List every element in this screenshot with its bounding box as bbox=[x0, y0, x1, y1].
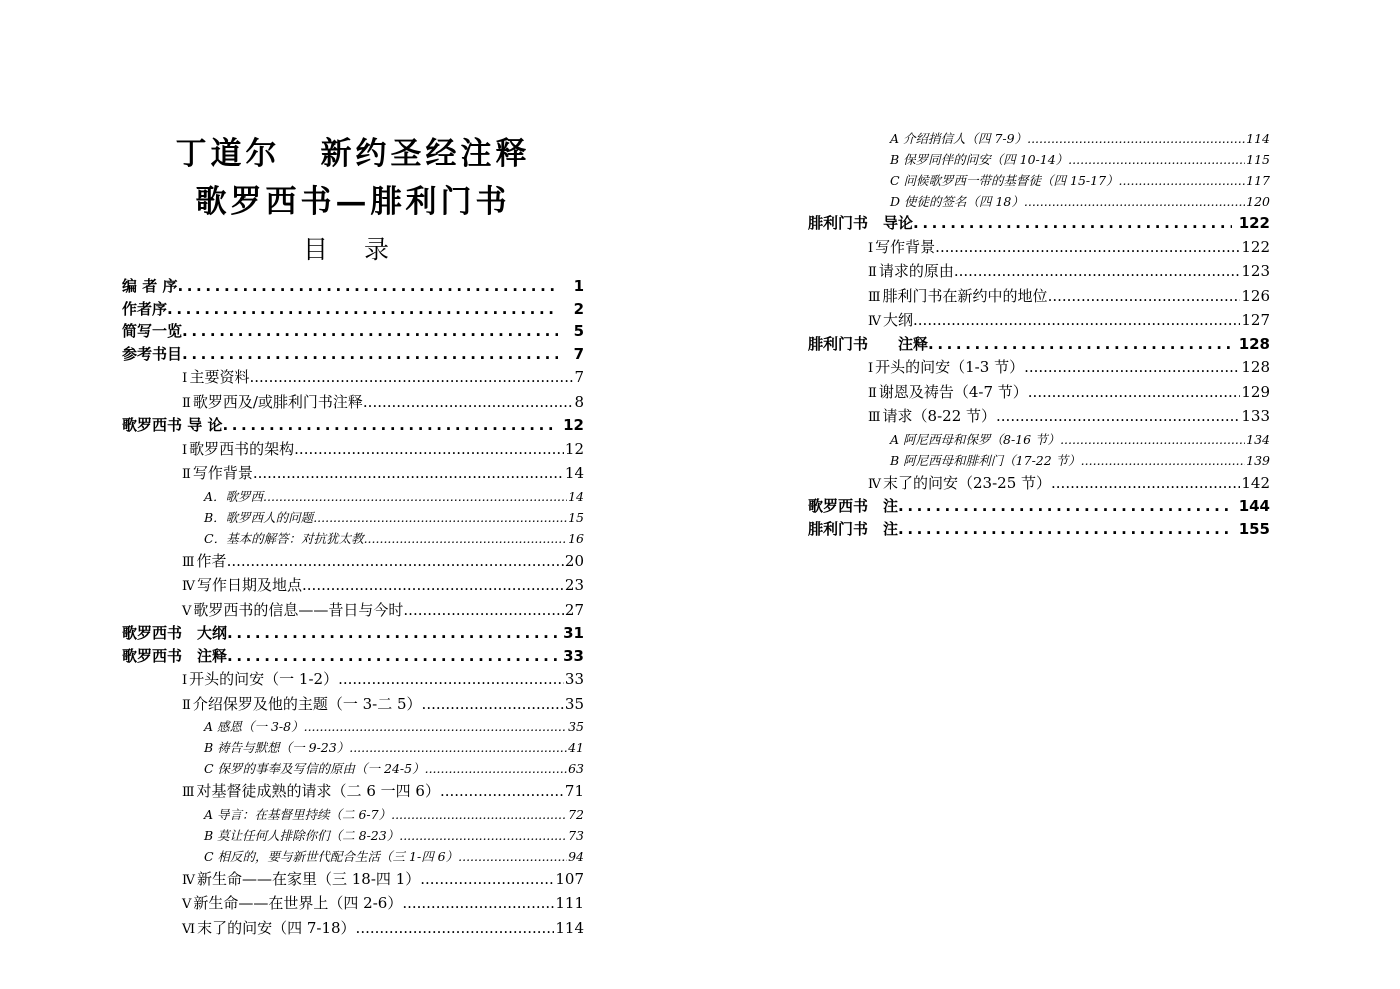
toc-entry-numeral: Ⅳ bbox=[868, 314, 881, 329]
toc-entry-page: 27 bbox=[564, 600, 584, 619]
toc-entry-label: 编 者 序 bbox=[122, 277, 178, 295]
toc-entry-page: 128 bbox=[1241, 358, 1270, 376]
toc-leader-dots bbox=[227, 645, 558, 668]
toc-entry-page: 33 bbox=[563, 646, 584, 665]
toc-entry-numeral: Ⅰ bbox=[868, 240, 874, 256]
toc-entry bbox=[122, 507, 584, 528]
toc-entry bbox=[122, 343, 584, 366]
toc-entry-label: B 莫让任何人排除你们（二 8-23） bbox=[204, 827, 400, 843]
toc-entry-label: D 使徒的签名（四 18） bbox=[890, 194, 1024, 209]
toc-entry-page: 107 bbox=[555, 869, 584, 888]
toc-leader-dots bbox=[338, 667, 564, 692]
toc-entry-label: 歌罗西书的架构 bbox=[189, 439, 295, 458]
toc-entry-page: 63 bbox=[568, 761, 584, 776]
toc-entry-page: 2 bbox=[573, 299, 584, 318]
series-title bbox=[122, 130, 584, 178]
toc-entry-label: C 相反的，要与新世代配合生活（三 1-四 6） bbox=[204, 848, 459, 864]
toc-entry-label: 歌罗西书 注 bbox=[808, 497, 899, 515]
toc-entry-numeral: Ⅲ bbox=[868, 289, 881, 305]
toc-entry-page: 35 bbox=[564, 694, 584, 713]
toc-entry bbox=[808, 355, 1270, 380]
toc-entry-numeral: Ⅱ bbox=[868, 265, 877, 280]
toc-entry-page: 114 bbox=[1246, 131, 1270, 146]
toc-entry bbox=[808, 429, 1270, 450]
toc-entry-label: 开头的问安（一 1-2） bbox=[189, 670, 339, 688]
toc-entry-page: 72 bbox=[568, 806, 584, 822]
toc-entry-page: 33 bbox=[564, 670, 584, 688]
toc-leader-dots bbox=[227, 549, 564, 574]
toc-entry-numeral: Ⅰ bbox=[182, 442, 188, 458]
toc-entry-label: 写作日期及地点 bbox=[197, 576, 303, 594]
toc-entry-page: 144 bbox=[1238, 497, 1270, 515]
toc-leader-dots bbox=[928, 333, 1232, 356]
toc-list-right bbox=[808, 128, 1270, 540]
toc-leader-dots bbox=[294, 437, 564, 462]
toc-leader-dots bbox=[363, 390, 574, 415]
toc-entry-page: 114 bbox=[555, 918, 584, 937]
toc-entry-page: 139 bbox=[1246, 452, 1270, 468]
toc-entry-numeral: Ⅳ bbox=[182, 579, 195, 594]
toc-entry bbox=[808, 235, 1270, 260]
toc-entry bbox=[122, 622, 584, 645]
toc-entry-label: 歌罗西书 大纲 bbox=[122, 624, 228, 642]
toc-entry bbox=[808, 308, 1270, 333]
toc-entry-page: 5 bbox=[573, 322, 584, 340]
toc-entry-page: 122 bbox=[1241, 237, 1270, 256]
toc-entry bbox=[122, 414, 584, 437]
toc-entry-label: 作者序 bbox=[122, 299, 168, 318]
toc-entry bbox=[808, 128, 1270, 149]
toc-entry-page: 35 bbox=[568, 719, 584, 734]
toc-entry bbox=[122, 275, 584, 298]
toc-leader-dots bbox=[913, 308, 1240, 333]
toc-entry-numeral: Ⅲ bbox=[182, 554, 195, 570]
toc-entry-page: 7 bbox=[573, 344, 584, 363]
toc-entry-page: 14 bbox=[564, 464, 584, 482]
toc-leader-dots bbox=[458, 846, 567, 867]
toc-entry-label: 新生命——在世界上（四 2-6） bbox=[193, 894, 403, 912]
toc-entry-numeral: Ⅳ bbox=[182, 872, 195, 888]
toc-leader-dots bbox=[1119, 170, 1246, 191]
toc-leader-dots bbox=[425, 758, 567, 779]
toc-leader-dots bbox=[1024, 191, 1245, 212]
toc-entry bbox=[122, 365, 584, 390]
toc-leader-dots bbox=[364, 528, 568, 549]
toc-entry-page: 71 bbox=[564, 782, 584, 800]
toc-leader-dots bbox=[250, 365, 574, 390]
toc-leader-dots bbox=[996, 404, 1240, 429]
toc-entry-page: 16 bbox=[568, 530, 584, 546]
toc-entry bbox=[122, 461, 584, 486]
toc-entry-numeral: Ⅰ bbox=[868, 361, 874, 376]
toc-entry-page: 128 bbox=[1238, 334, 1270, 353]
toc-entry-label: C 保罗的事奉及写信的原由（一 24-5） bbox=[204, 761, 425, 776]
toc-entry-label: 写作背景 bbox=[875, 237, 936, 256]
toc-entry bbox=[122, 867, 584, 892]
toc-leader-dots bbox=[420, 867, 554, 892]
book-title: 歌罗西书—腓利门书 bbox=[195, 184, 511, 220]
toc-entry bbox=[122, 320, 584, 343]
toc-entry-numeral: Ⅴ bbox=[182, 897, 192, 912]
series-name: 丁道尔 bbox=[175, 136, 281, 172]
toc-entry-page: 12 bbox=[564, 439, 584, 458]
toc-leader-dots bbox=[898, 518, 1232, 541]
toc-leader-dots bbox=[935, 235, 1240, 260]
toc-entry bbox=[122, 891, 584, 916]
toc-entry bbox=[122, 825, 584, 846]
toc-entry bbox=[122, 486, 584, 507]
toc-entry-label: A 阿尼西母和保罗（8-16 节） bbox=[890, 431, 1061, 447]
toc-entry bbox=[122, 737, 584, 758]
toc-leader-dots bbox=[1060, 429, 1245, 450]
toc-entry bbox=[122, 598, 584, 623]
toc-entry-page: 41 bbox=[568, 740, 584, 755]
toc-entry bbox=[122, 916, 584, 941]
toc-leader-dots bbox=[1027, 128, 1245, 149]
toc-entry-label: C．基本的解答：对抗犹太教 bbox=[204, 530, 364, 546]
toc-entry-numeral: Ⅱ bbox=[868, 385, 877, 401]
toc-entry-label: 请求的原由 bbox=[878, 262, 954, 280]
toc-entry bbox=[808, 380, 1270, 405]
toc-entry-label: A 感恩（一 3-8） bbox=[204, 719, 304, 734]
toc-entry bbox=[122, 437, 584, 462]
toc-entry-label: 作者 bbox=[196, 551, 227, 570]
toc-entry-label: 大纲 bbox=[883, 311, 914, 329]
toc-entry-numeral: Ⅲ bbox=[868, 410, 881, 425]
left-page bbox=[122, 130, 584, 940]
toc-entry bbox=[122, 758, 584, 779]
toc-heading: 目 录 bbox=[303, 235, 403, 264]
toc-leader-dots bbox=[954, 259, 1241, 284]
toc-leader-dots bbox=[1048, 284, 1241, 309]
toc-entry-page: 73 bbox=[568, 827, 584, 843]
toc-entry-page: 117 bbox=[1246, 173, 1270, 188]
toc-entry-label: 写作背景 bbox=[192, 464, 253, 482]
toc-entry-page: 1 bbox=[573, 277, 584, 295]
toc-entry-label: 开头的问安（1-3 节） bbox=[875, 358, 1025, 376]
toc-leader-dots bbox=[356, 916, 555, 941]
toc-entry bbox=[122, 846, 584, 867]
toc-entry-numeral: Ⅳ bbox=[868, 476, 881, 492]
toc-entry bbox=[122, 528, 584, 549]
toc-leader-dots bbox=[182, 320, 558, 343]
toc-leader-dots bbox=[302, 573, 564, 598]
toc-leader-dots bbox=[1081, 450, 1245, 471]
toc-entry-page: 133 bbox=[1241, 407, 1270, 425]
toc-list-left bbox=[122, 275, 584, 940]
toc-entry-numeral: Ⅱ bbox=[182, 467, 191, 482]
toc-entry-numeral: Ⅲ bbox=[182, 785, 195, 800]
toc-entry-label: A 导言：在基督里持续（二 6-7） bbox=[204, 806, 392, 822]
toc-entry-page: 31 bbox=[563, 624, 584, 642]
toc-entry-page: 122 bbox=[1238, 214, 1270, 232]
toc-entry-label: 腓利门书 注释 bbox=[808, 334, 929, 353]
toc-entry-numeral: Ⅰ bbox=[182, 673, 188, 688]
toc-entry-label: 介绍保罗及他的主题（一 3-二 5） bbox=[192, 694, 422, 713]
toc-entry-numeral: Ⅵ bbox=[182, 921, 196, 937]
toc-entry bbox=[122, 692, 584, 717]
toc-leader-dots bbox=[182, 343, 558, 366]
toc-entry bbox=[122, 390, 584, 415]
toc-entry-numeral: Ⅰ bbox=[182, 371, 188, 386]
series-subtitle: 新约圣经注释 bbox=[320, 136, 531, 172]
toc-entry bbox=[808, 259, 1270, 284]
toc-leader-dots bbox=[422, 692, 564, 717]
toc-entry-page: 94 bbox=[568, 848, 584, 864]
toc-entry-label: 主要资料 bbox=[189, 368, 250, 386]
toc-entry-label: 请求（8-22 节） bbox=[882, 407, 997, 425]
toc-entry-label: 末了的问安（四 7-18） bbox=[197, 918, 356, 937]
toc-entry-label: 谢恩及祷告（4-7 节） bbox=[878, 382, 1028, 401]
toc-entry bbox=[808, 404, 1270, 429]
toc-entry-page: 123 bbox=[1241, 262, 1270, 280]
toc-entry-page: 14 bbox=[568, 488, 584, 504]
toc-entry bbox=[122, 779, 584, 804]
toc-entry bbox=[122, 645, 584, 668]
toc-leader-dots bbox=[177, 275, 558, 298]
toc-entry bbox=[122, 549, 584, 574]
toc-entry-label: A．歌罗西 bbox=[204, 488, 264, 504]
toc-entry bbox=[122, 573, 584, 598]
toc-leader-dots bbox=[440, 779, 564, 804]
toc-entry-label: B 阿尼西母和腓利门（17-22 节） bbox=[890, 452, 1081, 468]
toc-entry-numeral: Ⅱ bbox=[182, 697, 191, 713]
toc-leader-dots bbox=[167, 298, 558, 321]
toc-entry-page: 111 bbox=[555, 894, 584, 912]
toc-entry-page: 155 bbox=[1238, 519, 1270, 538]
toc-leader-dots bbox=[313, 507, 567, 528]
toc-entry-label: 歌罗西及/或腓利门书注释 bbox=[192, 392, 363, 411]
toc-entry bbox=[122, 804, 584, 825]
toc-entry-page: 127 bbox=[1241, 311, 1270, 329]
toc-entry-page: 126 bbox=[1241, 286, 1270, 305]
toc-entry-label: 腓利门书 注 bbox=[808, 519, 899, 538]
toc-entry-label: 歌罗西书 导 论 bbox=[122, 416, 223, 434]
toc-entry-label: 歌罗西书的信息——昔日与今时 bbox=[193, 600, 404, 619]
toc-entry-numeral: Ⅴ bbox=[182, 603, 192, 619]
toc-entry-page: 134 bbox=[1246, 431, 1270, 447]
toc-entry-label: 对基督徒成熟的请求（二 6 一四 6） bbox=[196, 782, 440, 800]
toc-entry bbox=[808, 212, 1270, 235]
toc-entry-label: 腓利门书在新约中的地位 bbox=[882, 286, 1048, 305]
toc-entry-label: 末了的问安（23-25 节） bbox=[883, 473, 1052, 492]
toc-entry-page: 12 bbox=[563, 416, 584, 434]
toc-entry bbox=[122, 667, 584, 692]
toc-entry-page: 120 bbox=[1246, 194, 1270, 209]
toc-entry-numeral: Ⅱ bbox=[182, 395, 191, 411]
toc-entry bbox=[808, 191, 1270, 212]
toc-entry-page: 142 bbox=[1241, 473, 1270, 492]
toc-entry bbox=[808, 284, 1270, 309]
toc-entry-page: 8 bbox=[574, 392, 584, 411]
toc-entry-label: A 介绍捎信人（四 7-9） bbox=[890, 131, 1028, 146]
toc-entry-page: 129 bbox=[1241, 382, 1270, 401]
toc-leader-dots bbox=[403, 598, 564, 623]
toc-entry-label: 歌罗西书 注释 bbox=[122, 646, 228, 665]
toc-leader-dots bbox=[222, 414, 558, 437]
toc-leader-dots bbox=[263, 486, 567, 507]
toc-entry bbox=[808, 518, 1270, 541]
toc-leader-dots bbox=[1024, 355, 1240, 380]
toc-leader-dots bbox=[402, 891, 554, 916]
toc-entry-label: B 祷告与默想（一 9-23） bbox=[204, 740, 350, 755]
toc-entry bbox=[808, 471, 1270, 496]
toc-leader-dots bbox=[1068, 149, 1245, 170]
right-page bbox=[808, 128, 1270, 540]
toc-entry-label: 简写一览 bbox=[122, 322, 183, 340]
toc-leader-dots bbox=[304, 716, 567, 737]
toc-leader-dots bbox=[391, 804, 567, 825]
toc-leader-dots bbox=[399, 825, 567, 846]
toc-entry bbox=[808, 450, 1270, 471]
toc-entry-page: 7 bbox=[574, 368, 584, 386]
toc-entry-page: 23 bbox=[564, 576, 584, 594]
toc-entry-page: 15 bbox=[568, 509, 584, 525]
toc-entry-label: C 问候歌罗西一带的基督徒（四 15-17） bbox=[890, 173, 1119, 188]
toc-leader-dots bbox=[1028, 380, 1241, 405]
toc-entry bbox=[808, 149, 1270, 170]
toc-leader-dots bbox=[253, 461, 564, 486]
toc-entry bbox=[808, 170, 1270, 191]
toc-entry-label: 新生命——在家里（三 18-四 1） bbox=[197, 869, 421, 888]
toc-leader-dots bbox=[227, 622, 558, 645]
toc-entry-page: 20 bbox=[564, 551, 584, 570]
toc-leader-dots bbox=[1051, 471, 1240, 496]
toc-entry-label: 参考书目 bbox=[122, 344, 183, 363]
toc-leader-dots bbox=[913, 212, 1232, 235]
toc-entry-label: B 保罗同伴的问安（四 10-14） bbox=[890, 152, 1069, 167]
toc-entry-label: B．歌罗西人的问题 bbox=[204, 509, 314, 525]
toc-entry-page: 115 bbox=[1246, 152, 1270, 167]
toc-entry bbox=[808, 333, 1270, 356]
toc-leader-dots bbox=[898, 495, 1232, 518]
toc-leader-dots bbox=[349, 737, 567, 758]
toc-entry bbox=[122, 716, 584, 737]
toc-entry bbox=[122, 298, 584, 321]
toc-entry-label: 腓利门书 导论 bbox=[808, 214, 914, 232]
toc-entry bbox=[808, 495, 1270, 518]
